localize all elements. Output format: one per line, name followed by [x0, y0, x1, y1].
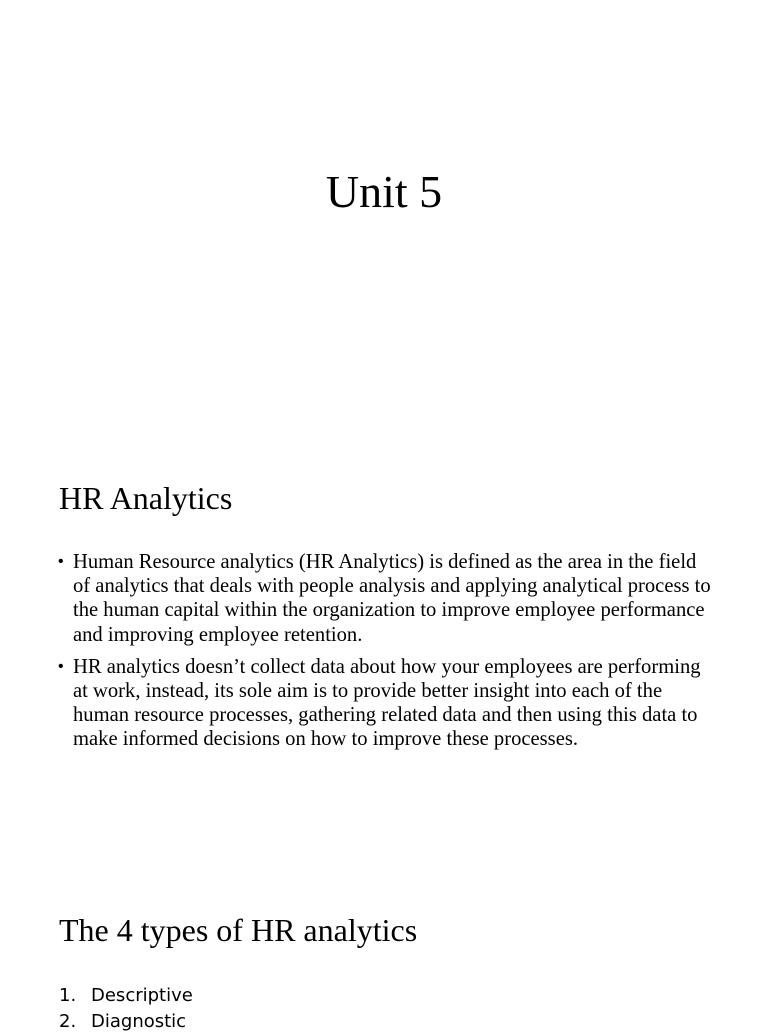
- hr-analytics-bullet-list: [58, 550, 718, 760]
- hr-analytics-types-list: [59, 983, 193, 1035]
- list-item-label: Diagnostic: [91, 1011, 187, 1032]
- list-item-label: Descriptive: [91, 985, 193, 1006]
- bullet-text: HR analytics doesn’t collect data about how your employees are performing at work, instead, its sole aim is to provide better insight into each of the human resource processes, gathering related data and then using this data to make informed decisions on how to improve these processes.: [73, 655, 701, 751]
- bullet-text: Human Resource analytics (HR Analytics) is defined as the area in the field of analytics that deals with people analysis and applying analytical process to the human capital within the organization to improve employee performance and improving employee retention.: [73, 551, 711, 646]
- bullet-item: [58, 655, 718, 752]
- list-item-number: 2.: [59, 1011, 77, 1032]
- bullet-icon: •: [58, 657, 64, 675]
- list-item-number: 1.: [59, 985, 77, 1006]
- section-title-hr-analytics: HR Analytics: [59, 480, 233, 516]
- bullet-item: [58, 550, 718, 647]
- list-item: [59, 983, 193, 1009]
- slide-title-unit: Unit 5: [325, 166, 443, 217]
- section-title-hr-analytics-types: The 4 types of HR analytics: [59, 912, 418, 948]
- bullet-icon: •: [58, 553, 64, 570]
- list-item: [59, 1009, 193, 1035]
